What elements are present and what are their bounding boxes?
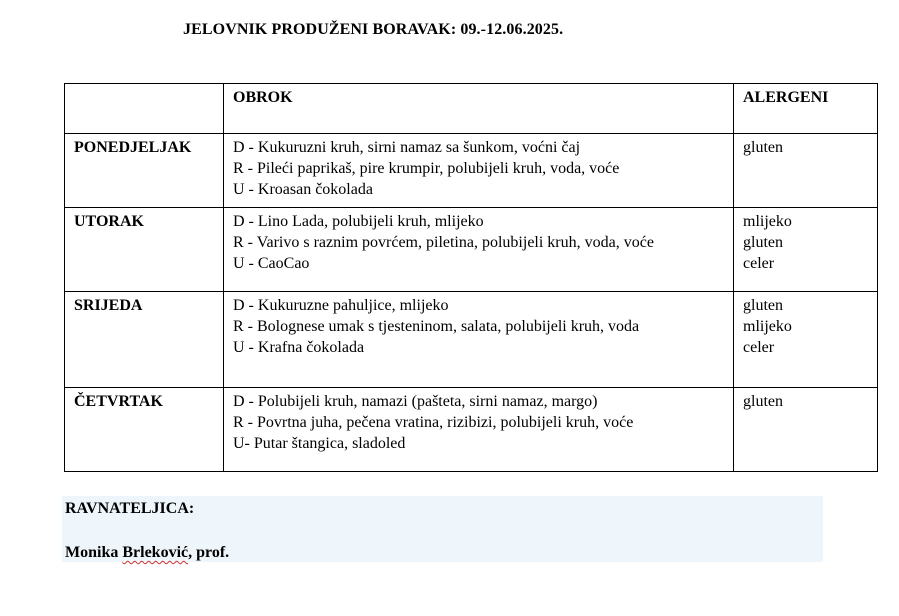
allergen-item: celer — [743, 255, 775, 272]
meals-cell — [224, 388, 734, 472]
allergens-cell — [734, 134, 878, 208]
meal-breakfast: D - Kukuruzne pahuljice, mlijeko — [233, 297, 449, 314]
meal-snack: U - Krafna čokolada — [233, 339, 365, 356]
meal-lunch: R - Pileći paprikaš, pire krumpir, polubijeli kruh, voda, voće — [233, 160, 620, 177]
day-cell: ČETVRTAK — [65, 388, 224, 472]
signature-last-name: Brleković — [122, 544, 189, 561]
table-row — [65, 134, 878, 208]
allergens-cell — [734, 292, 878, 388]
allergen-item: gluten — [743, 139, 783, 156]
allergen-item: celer — [743, 339, 775, 356]
signature-role: RAVNATELJICA: — [65, 500, 195, 517]
signature-name — [65, 544, 229, 562]
table-row — [65, 208, 878, 292]
meal-breakfast: D - Lino Lada, polubijeli kruh, mlijeko — [233, 213, 484, 230]
allergen-item: mlijeko — [743, 213, 792, 230]
signature-suffix: , prof. — [188, 544, 230, 561]
meal-snack: U - CaoCao — [233, 255, 310, 272]
allergen-item: gluten — [743, 234, 783, 251]
allergen-item: gluten — [743, 297, 783, 314]
meal-breakfast: D - Polubijeli kruh, namazi (pašteta, sirni namaz, margo) — [233, 393, 598, 410]
signature-block — [62, 496, 823, 562]
meal-breakfast: D - Kukuruzni kruh, sirni namaz sa šunkom, voćni čaj — [233, 139, 581, 156]
day-cell: SRIJEDA — [65, 292, 224, 388]
meals-cell — [224, 208, 734, 292]
allergen-item: gluten — [743, 393, 783, 410]
day-cell: PONEDJELJAK — [65, 134, 224, 208]
table-header-row — [65, 84, 878, 134]
table-row — [65, 292, 878, 388]
signature-first-name: Monika — [65, 544, 119, 561]
header-allergens: ALERGENI — [734, 84, 878, 134]
meal-lunch: R - Povrtna juha, pečena vratina, rizibizi, polubijeli kruh, voće — [233, 414, 634, 431]
allergens-cell — [734, 208, 878, 292]
meal-lunch: R - Bolognese umak s tjesteninom, salata, polubijeli kruh, voda — [233, 318, 640, 335]
header-meal: OBROK — [224, 84, 734, 134]
day-cell: UTORAK — [65, 208, 224, 292]
document-title: JELOVNIK PRODUŽENI BORAVAK: 09.-12.06.2025. — [183, 21, 564, 38]
meal-snack: U- Putar štangica, sladoled — [233, 435, 406, 452]
allergen-item: mlijeko — [743, 318, 792, 335]
menu-table — [64, 83, 878, 472]
table-row — [65, 388, 878, 472]
allergens-cell — [734, 388, 878, 472]
meal-snack: U - Kroasan čokolada — [233, 181, 373, 198]
header-day — [65, 84, 224, 134]
meals-cell — [224, 292, 734, 388]
meal-lunch: R - Varivo s raznim povrćem, piletina, polubijeli kruh, voda, voće — [233, 234, 654, 251]
meals-cell — [224, 134, 734, 208]
